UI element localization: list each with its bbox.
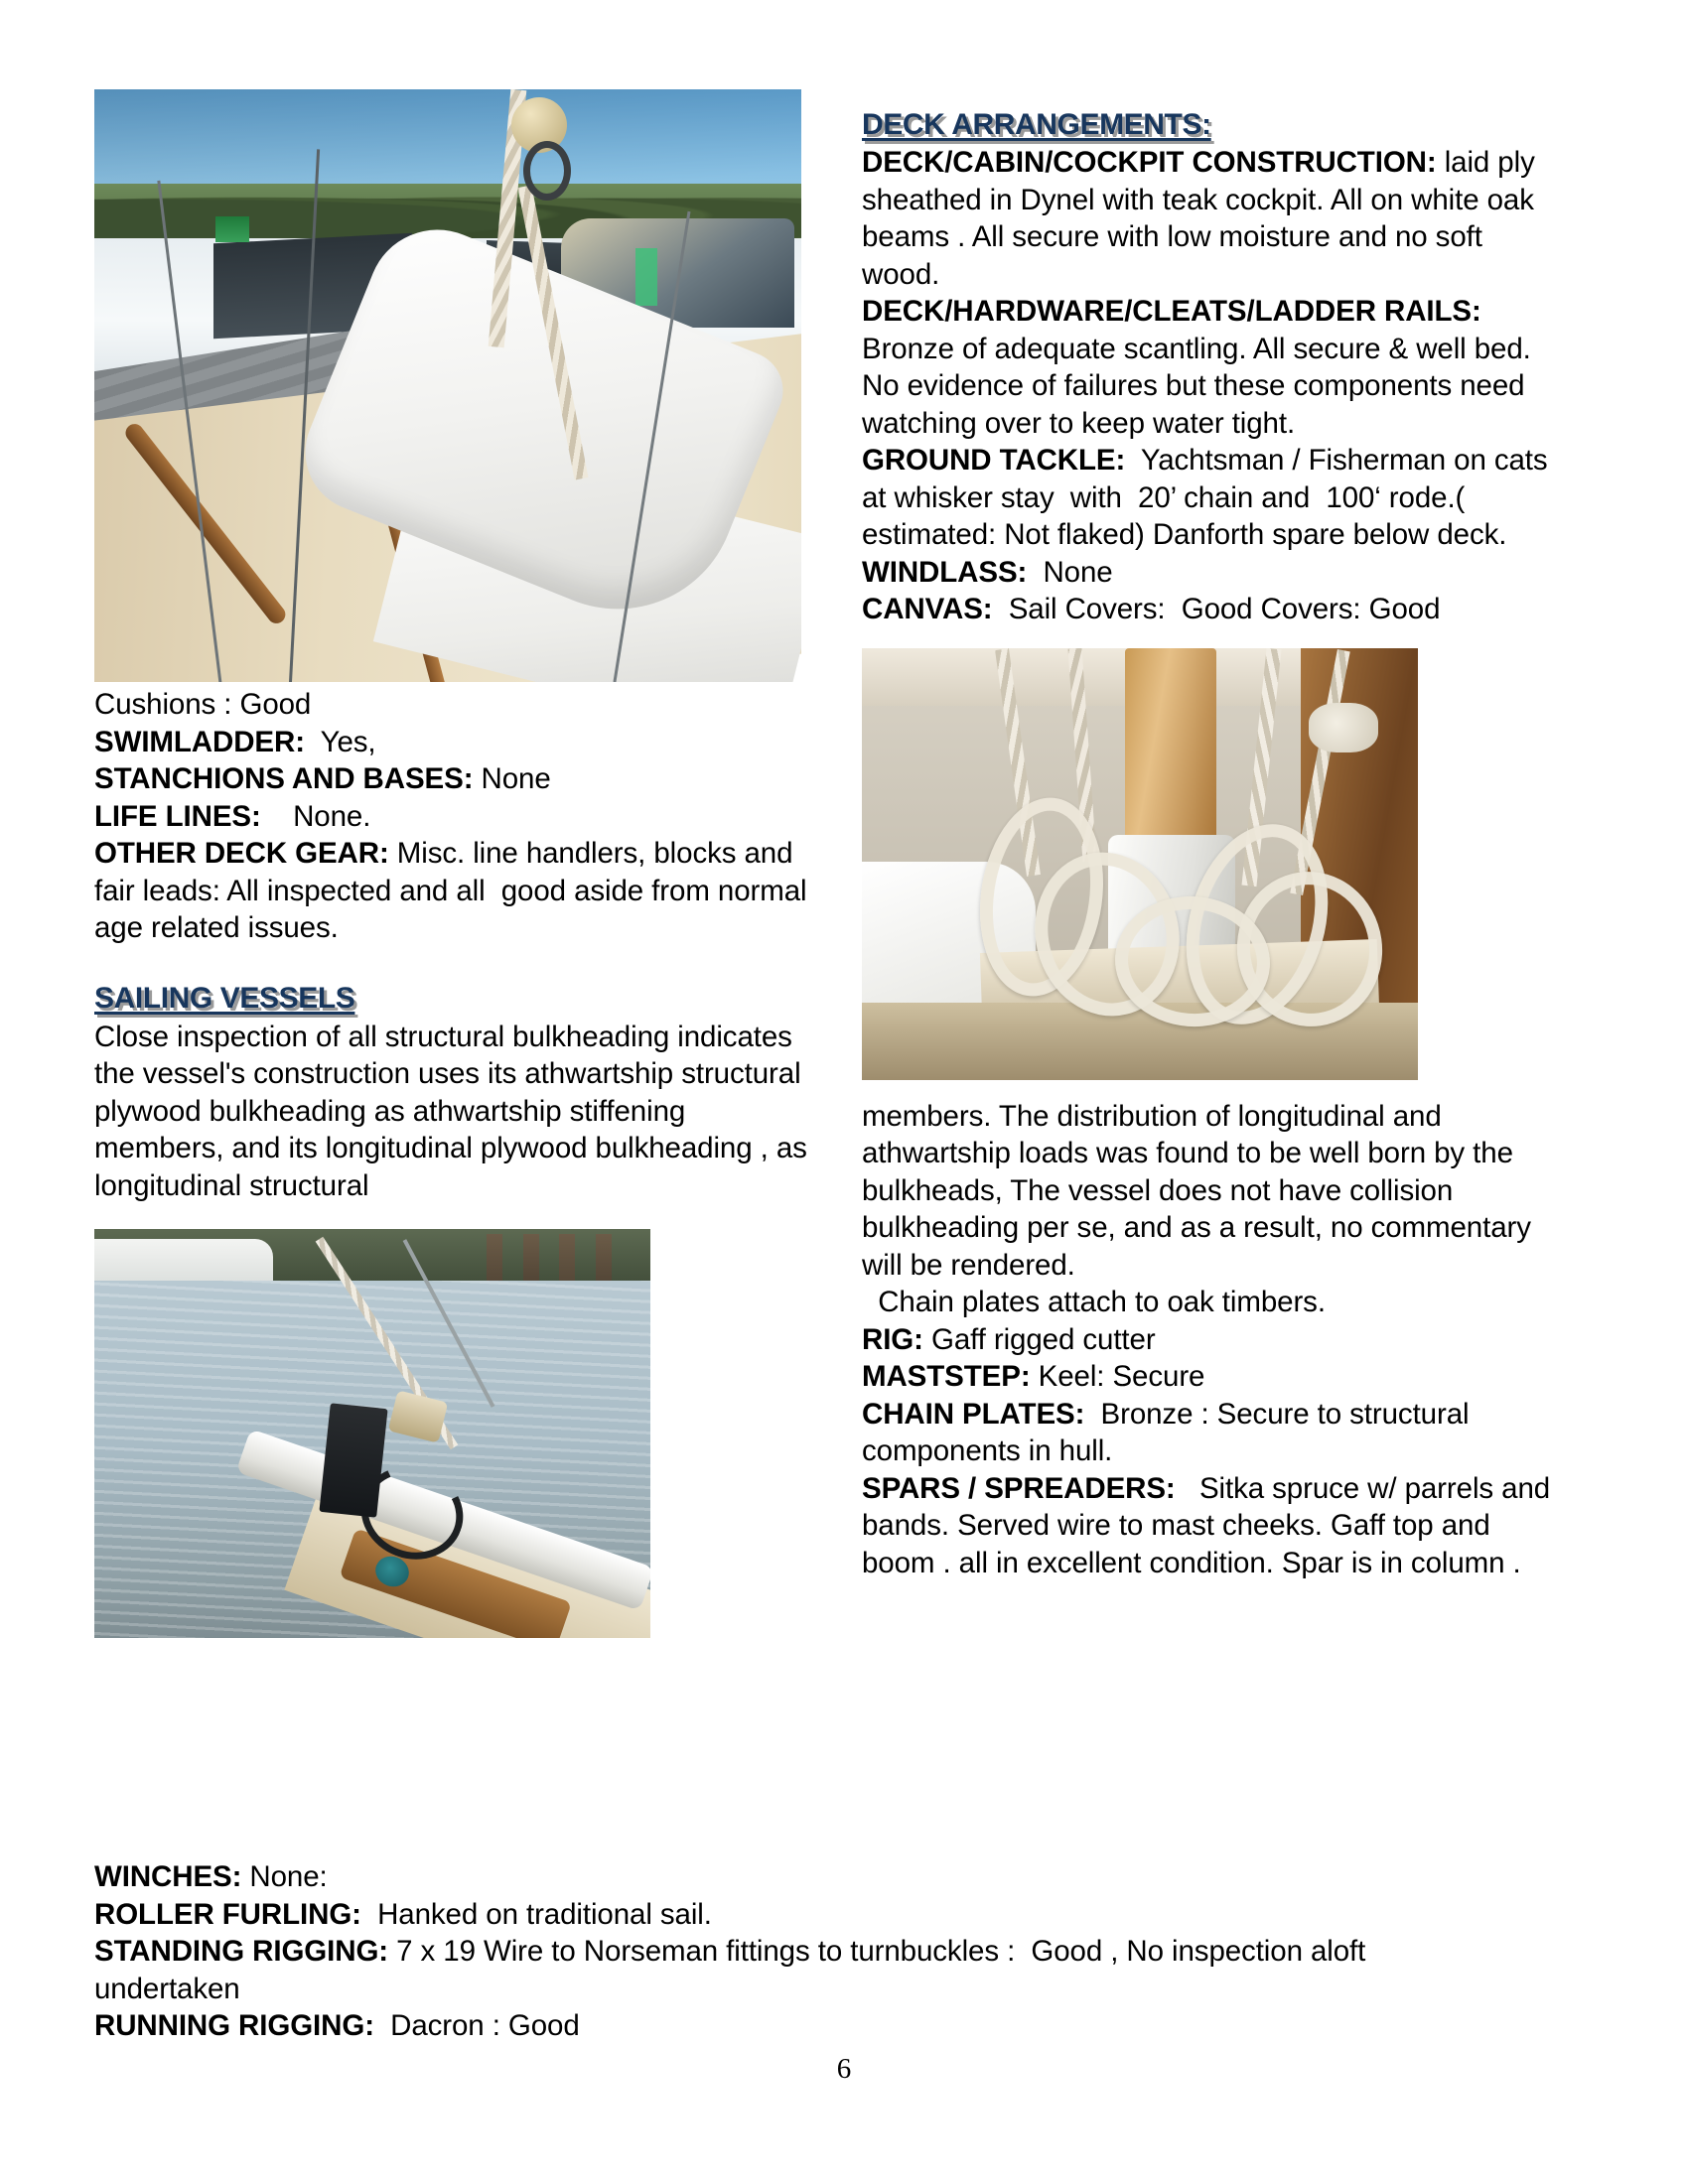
mast-partners-coiled-rope-photo	[862, 648, 1418, 1080]
right-column	[862, 107, 1557, 1581]
spars-spreaders-value: Sitka spruce w/ parrels and bands. Served wire to mast cheeks. Gaff top and boom . all in excellent condition. Spar is in column .	[862, 1471, 1559, 1579]
list-item	[94, 1858, 1504, 1896]
maststep-value: Keel: Secure	[1030, 1360, 1205, 1393]
winches-value: None:	[241, 1860, 328, 1893]
deck-arrangements-entries	[862, 144, 1557, 628]
deck-cabin-cockpit-label: DECK/CABIN/COCKPIT CONSTRUCTION:	[862, 146, 1437, 179]
ground-tackle-value: Yachtsman / Fisherman on cats at whisker stay with 20’ chain and 100‘ rode.( estimated: Not flaked) Danforth spare below deck.	[862, 444, 1556, 551]
swimladder-label: SWIMLADDER:	[94, 725, 305, 758]
roller-furling-value: Hanked on traditional sail.	[360, 1897, 712, 1931]
rig-entries	[862, 1321, 1557, 1582]
ground-tackle-label: GROUND TACKLE:	[862, 444, 1126, 477]
page-number: 6	[836, 2053, 852, 2085]
standing-rigging-value: 7 x 19 Wire to Norseman fittings to turnbuckles : Good , No inspection aloft undertaken	[94, 1935, 1374, 2005]
marina-deck-photo	[94, 89, 801, 682]
windlass-value: None	[1027, 555, 1113, 589]
continuation-paragraph: members. The distribution of longitudinal and athwartship loads was found to be well born by the bulkheads, The vessel does not have collision bulkheading per se, and as a result, no commentary will be rendered.	[862, 1099, 1531, 1282]
other-deck-gear-label: OTHER DECK GEAR:	[94, 837, 389, 870]
winches-label: WINCHES:	[94, 1860, 242, 1893]
other-deck-gear-value: Misc. line handlers, blocks and fair leads: All inspected and all good aside from normal age related issues.	[94, 837, 815, 944]
life-lines-value: None.	[260, 799, 371, 833]
list-item	[94, 798, 819, 836]
left-column	[94, 89, 819, 1638]
list-item	[94, 724, 819, 761]
bowsprit-over-water-photo	[94, 1229, 650, 1638]
list-item	[862, 442, 1557, 554]
spars-spreaders-label: SPARS / SPREADERS:	[862, 1471, 1176, 1505]
list-item	[94, 686, 819, 724]
canvas-label: CANVAS:	[862, 593, 993, 625]
list-item	[862, 554, 1557, 592]
list-item	[862, 1358, 1557, 1396]
maststep-label: MASTSTEP:	[862, 1360, 1031, 1393]
list-item	[94, 760, 819, 798]
list-item	[94, 1896, 1504, 1934]
roller-furling-label: ROLLER FURLING:	[94, 1897, 361, 1931]
list-item	[94, 2007, 1504, 2045]
sailing-vessels-body: Close inspection of all structural bulkheading indicates the vessel's construction uses its athwartship structural plywood bulkheading as athwartship stiffening members, and its longitudinal plywood bulkheading , as longitudinal structural	[94, 1020, 807, 1202]
running-rigging-label: RUNNING RIGGING:	[94, 2009, 374, 2042]
list-item	[862, 1321, 1557, 1359]
rig-label: RIG:	[862, 1322, 923, 1356]
canvas-value: Sail Covers: Good Covers: Good	[992, 593, 1441, 625]
rigging-summary-block	[94, 1858, 1504, 2045]
list-item	[862, 144, 1557, 293]
windlass-label: WINDLASS:	[862, 555, 1028, 589]
deck-cabin-cockpit-value: laid ply sheathed in Dynel with teak cockpit. All on white oak beams . All secure with low moisture and no soft wood.	[862, 146, 1543, 291]
deck-arrangements-heading: DECK ARRANGEMENTS:	[862, 108, 1211, 141]
list-item	[94, 1933, 1504, 2007]
life-lines-label: LIFE LINES:	[94, 799, 261, 833]
stanchions-label: STANCHIONS AND BASES:	[94, 762, 474, 795]
left-deck-gear-list	[94, 686, 819, 947]
sailing-vessels-heading: SAILING VESSELS	[94, 981, 355, 1015]
list-item	[862, 591, 1557, 628]
chain-plates-label: CHAIN PLATES:	[862, 1397, 1085, 1431]
running-rigging-value: Dacron : Good	[373, 2009, 580, 2042]
cushions-text: Cushions : Good	[94, 688, 312, 721]
chain-plates-note: Chain plates attach to oak timbers.	[862, 1286, 1326, 1318]
stanchions-value: None	[473, 762, 551, 795]
standing-rigging-label: STANDING RIGGING:	[94, 1935, 389, 1968]
deck-hardware-label: DECK/HARDWARE/CLEATS/LADDER RAILS:	[862, 295, 1481, 328]
list-item	[862, 293, 1557, 442]
chain-plates-value: Bronze : Secure to structural components in hull.	[862, 1397, 1477, 1467]
list-item	[862, 1470, 1557, 1582]
deck-hardware-value: Bronze of adequate scantling. All secure & well bed. No evidence of failures but these components need watching over to keep water tight.	[862, 295, 1539, 440]
rig-value: Gaff rigged cutter	[922, 1322, 1156, 1356]
swimladder-value: Yes,	[304, 725, 376, 758]
list-item	[862, 1396, 1557, 1470]
list-item	[94, 835, 819, 947]
